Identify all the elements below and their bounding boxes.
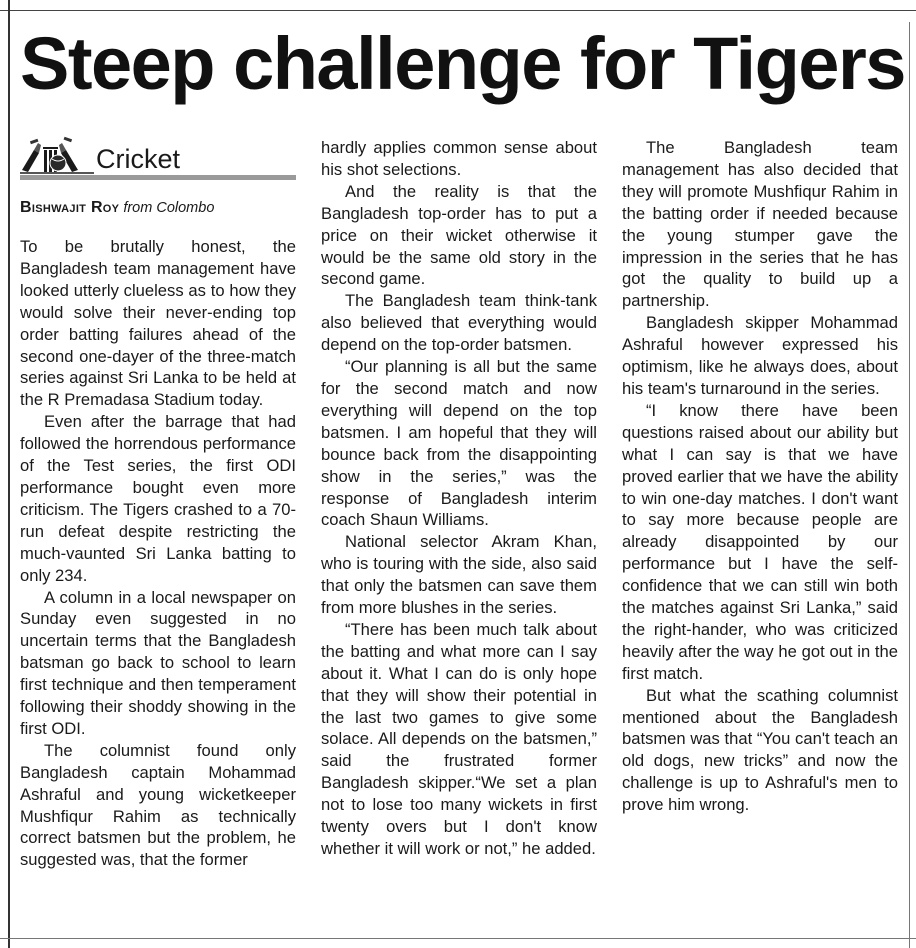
page-border-bottom <box>0 938 916 939</box>
section-rule <box>20 175 296 180</box>
paragraph: Bangladesh skipper Mohammad Ashraful however expressed his optimism, like he always does, about his team's turnaround in the series. <box>622 313 898 398</box>
paragraph: The Bangladesh team management has also decided that they will promote Mushfiqur Rahim in the batting order if needed because the young stumper gave the impression in the series that he has got the quality to build up a partnership. <box>622 138 898 311</box>
paragraph: And the reality is that the Bangladesh top-order has to put a price on their wicket otherwise it would be the same old story in the second game. <box>321 181 597 289</box>
paragraph: National selector Akram Khan, who is touring with the side, also said that only the batsmen can save them from more blushes in the series. <box>321 532 597 618</box>
page-border-top <box>0 10 916 11</box>
paragraph-continued: hardly applies common sense about his shot selections. <box>321 138 597 179</box>
section-label: Cricket <box>96 144 181 174</box>
paragraph: To be brutally honest, the Bangladesh team management have looked utterly clueless as to how they would solve their never-ending top order batting failures ahead of the second one-dayer of the three-match series against Sri Lanka to be held at the R Premadasa Stadium today. <box>20 237 296 410</box>
paragraph: The Bangladesh team think-tank also believed that everything would depend on the top-order batsmen. <box>321 291 597 355</box>
paragraph: “Our planning is all but the same for the second match and now everything will depend on the top batsmen. I am hopeful that they will bounce back from the disappointing show in the series,” was the response of Bangladesh interim coach Shaun Williams. <box>321 357 597 530</box>
paragraph: The columnist found only Bangladesh captain Mohammad Ashraful and young wicketkeeper Mushfiqur Rahim as technically correct batsmen but the problem, he suggested was, that the former <box>20 740 296 870</box>
cricket-logo-icon <box>20 136 94 176</box>
paragraph: Even after the barrage that had followed the horrendous performance of the Test series, the first ODI performance bought even more criticism. The Tigers crashed to a 70-run defeat despite restricting the much-vaunted Sri Lanka batting to only 234. <box>20 412 296 585</box>
paragraph: “I know there have been questions raised about our ability but what I can say is that we have proved earlier that we have the ability to win one-day matches. I don't want to say more because people are already disappointed by our performance but I have the self-confidence that we can still win both the matches against Sri Lanka,” said the right-hander, who was criticized heavily after the way he got out in the first match. <box>622 400 898 683</box>
article-column-2 <box>321 137 597 927</box>
paragraph: But what the scathing columnist mentioned about the Bangladesh batsmen was that “You can't teach an old dogs, new tricks” and now the challenge is up to Ashraful's men to prove him wrong. <box>622 685 898 815</box>
article-column-3 <box>622 137 898 887</box>
article-column-1 <box>20 236 296 926</box>
paragraph: “There has been much talk about the batting and what more can I say about it. What I can do is only hope that they will show their potential in the last two games to give some solace. All depends on the batsmen,” said the frustrated former Bangladesh skipper.“We set a plan not to lose too many wickets in first twenty overs but I don't know whether it will work or not,” he added. <box>321 619 597 858</box>
column-rule-left <box>8 0 10 948</box>
paragraph: A column in a local newspaper on Sunday even suggested in no uncertain terms that the Bangladesh batsman go back to school to learn first technique and then temperament following their shoddy showing in the first ODI. <box>20 587 296 738</box>
byline-location: from Colombo <box>123 200 215 216</box>
page-border-right <box>909 22 910 948</box>
byline-author: Bishwajit Roy <box>20 199 120 216</box>
byline <box>20 199 296 217</box>
article-headline: Steep challenge for Tigers <box>20 22 905 105</box>
section-kicker <box>20 136 296 180</box>
